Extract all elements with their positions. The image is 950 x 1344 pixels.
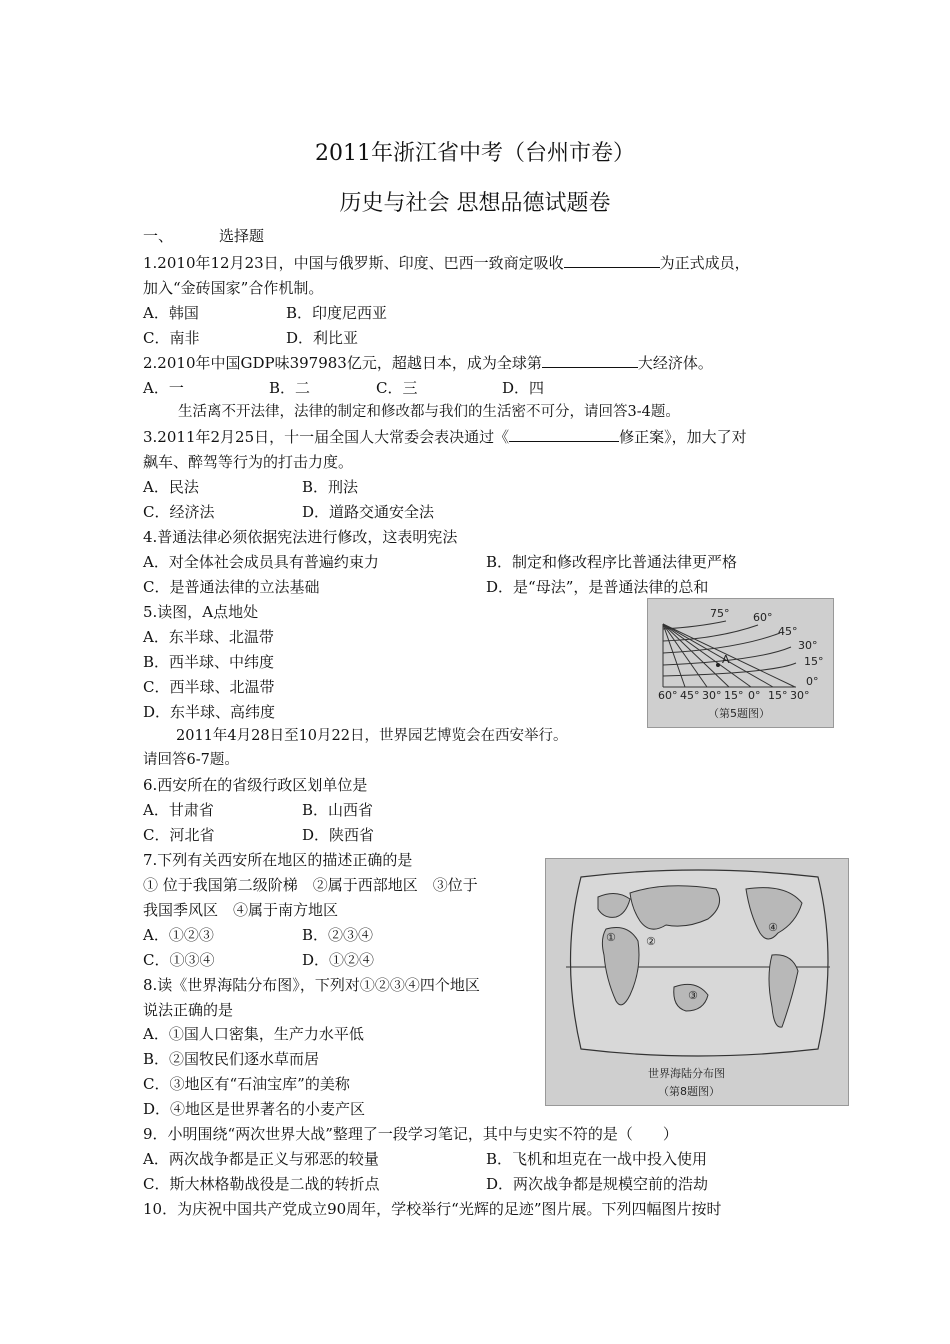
q4-stem: 4.普通法律必须依据宪法进行修改，这表明宪法 [143,528,458,546]
lat-label: 75° [710,607,730,620]
q6-stem: 6.西安所在的省级行政区划单位是 [143,776,368,794]
q9-stem: 9．小明围绕“两次世界大战”整理了一段学习笔记，其中与史实不符的是（ ） [143,1125,678,1143]
q8-option-b: B．②国牧民们逐水草而居 [143,1050,320,1068]
q1-stem-line2: 加入“金砖国家”合作机制。 [143,279,324,297]
exam-subtitle: 历史与社会 思想品德试题卷 [339,191,611,216]
q7-option-b: B．②③④ [302,926,374,944]
q2-answer-blank [542,353,638,368]
lon-label: 0° [748,689,761,702]
q9-option-d: D．两次战争都是规模空前的浩劫 [486,1175,709,1193]
q4-option-d: D．是“母法”，是普通法律的总和 [486,578,709,596]
q3-option-b: B．刑法 [302,478,359,496]
q3-option-c: C．经济法 [143,503,215,521]
q2-stem-text: 2.2010年中国GDP味397983亿元，超越日本，成为全球第 [143,354,542,372]
q1-option-d: D．利比亚 [286,329,359,347]
q2-stem-end: 大经济体。 [637,354,713,372]
lat-label: 30° [798,639,818,652]
map-marker-3: ③ [688,989,698,1002]
q6-option-d: D．陕西省 [302,826,375,844]
q1-option-a: A．韩国 [143,304,199,322]
q7-stem: 7.下列有关西安所在地区的描述正确的是 [143,851,413,869]
q8-world-map-figure [545,858,849,1106]
lon-label: 15° [768,689,788,702]
lat-label: 45° [778,625,798,638]
q3-stem-line2: 飙车、醉驾等行为的打击力度。 [143,453,354,471]
lat-label: 0° [806,675,819,688]
q4-option-c: C．是普通法律的立法基础 [143,578,320,596]
q6-option-c: C．河北省 [143,826,215,844]
map-marker-1: ① [606,931,616,944]
q7-statement-line2: 我国季风区 ④属于南方地区 [143,901,339,919]
lon-label: 15° [724,689,744,702]
q6-option-a: A．甘肃省 [143,801,214,819]
q3-option-a: A．民法 [143,478,199,496]
q1-stem-end: 为正式成员， [659,254,750,272]
q7-option-d: D．①②④ [302,951,375,969]
q7-option-a: A．①②③ [143,926,214,944]
point-a-label: A [722,653,730,666]
q2-option-d: D．四 [502,379,545,397]
lat-label: 15° [804,655,824,668]
exam-title: 2011年浙江省中考（台州市卷） [315,141,635,166]
q8-figure-caption: 世界海陆分布图 [648,1067,725,1080]
section-heading [143,224,264,248]
intro-3-4: 生活离不开法律，法律的制定和修改都与我们的生活密不可分，请回答3-4题。 [178,404,680,420]
q9-option-a: A．两次战争都是正义与邪恶的较量 [143,1150,379,1168]
q3-answer-blank [509,427,619,442]
section-name: 选择题 [219,227,265,245]
lon-label: 60° [658,689,678,702]
lon-label: 45° [680,689,700,702]
q9-option-c: C．斯大林格勒战役是二战的转折点 [143,1175,380,1193]
q5-stem: 5.读图，A点地处 [143,603,259,621]
q8-figure-number: （第8题图） [658,1085,720,1098]
q8-option-a: A．①国人口密集，生产力水平低 [143,1025,364,1043]
intro-6-7-line2: 请回答6-7题。 [143,752,239,768]
q7-option-c: C．①③④ [143,951,215,969]
q5-option-a: A．东半球、北温带 [143,628,274,646]
q1-stem-text: 1.2010年12月23日，中国与俄罗斯、印度、巴西一致商定吸收 [143,254,564,272]
q7-statement-line1: ① 位于我国第二级阶梯 ②属于西部地区 ③位于 [143,876,478,894]
q10-stem: 10．为庆祝中国共产党成立90周年，学校举行“光辉的足迹”图片展。下列四幅图片按时 [143,1200,722,1218]
q2-option-c: C．三 [376,379,418,397]
intro-6-7-line1: 2011年4月28日至10月22日，世界园艺博览会在西安举行。 [176,728,568,744]
q5-option-d: D．东半球、高纬度 [143,703,276,721]
map-marker-4: ④ [768,921,778,934]
q8-option-c: C．③地区有“石油宝库”的美称 [143,1075,350,1093]
q1-option-b: B．印度尼西亚 [286,304,388,322]
q2-stem [143,351,713,375]
q1-option-c: C．南非 [143,329,200,347]
q8-stem-line2: 说法正确的是 [143,1001,234,1019]
q3-option-d: D．道路交通安全法 [302,503,435,521]
q3-stem-end: 修正案》，加大了对 [619,428,747,446]
q8-option-d: D．④地区是世界著名的小麦产区 [143,1100,366,1118]
q8-stem-line1: 8.读《世界海陆分布图》，下列对①②③④四个地区 [143,976,480,994]
q9-option-b: B．飞机和坦克在一战中投入使用 [486,1150,708,1168]
q5-option-c: C．西半球、北温带 [143,678,275,696]
q4-option-b: B．制定和修改程序比普通法律更严格 [486,553,738,571]
lat-label: 60° [753,611,773,624]
q5-figure [647,598,834,728]
point-a-marker [716,663,720,667]
q3-stem-text: 3.2011年2月25日，十一届全国人大常委会表决通过《 [143,428,510,446]
section-number: 一、 [143,227,174,245]
q4-option-a: A．对全体社会成员具有普遍约束力 [143,553,379,571]
q5-figure-caption: （第5题图） [708,707,770,720]
q1-stem [143,251,750,275]
q2-option-b: B．二 [269,379,311,397]
q1-answer-blank [564,253,660,268]
lon-label: 30° [702,689,722,702]
q6-option-b: B．山西省 [302,801,374,819]
q3-stem [143,425,747,449]
q5-option-b: B．西半球、中纬度 [143,653,275,671]
q2-option-a: A．一 [143,379,184,397]
map-marker-2: ② [646,935,656,948]
lon-label: 30° [790,689,810,702]
